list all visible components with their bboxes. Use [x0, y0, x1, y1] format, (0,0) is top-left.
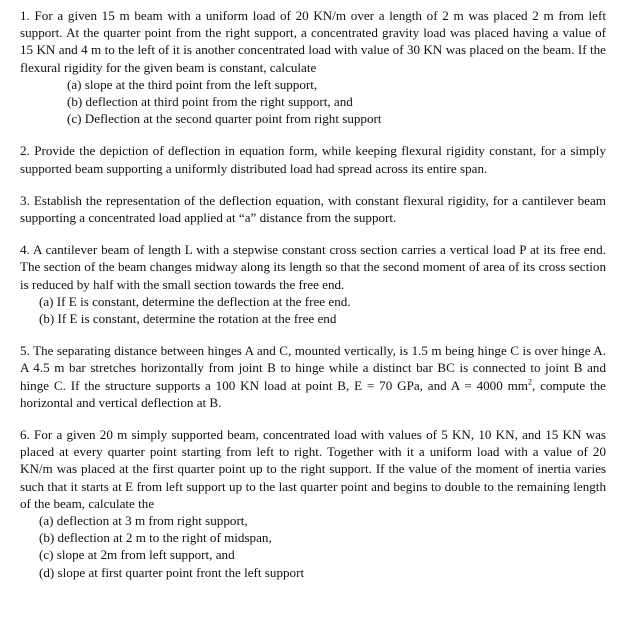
- question-6-part-d: (d) slope at first quarter point front the left support: [39, 564, 305, 580]
- question-1-part-b: (b) deflection at third point from the right support, and: [67, 94, 353, 110]
- question-4-part-b: (b) If E is constant, determine the rotation at the free end: [39, 311, 337, 327]
- question-2: [20, 142, 606, 176]
- question-5: [20, 342, 606, 411]
- question-3: [20, 192, 606, 226]
- problem-sheet: [20, 7, 606, 581]
- question-2-text: 2. Provide the depiction of deflection in equation form, while keeping flexural rigidity constant, for a simply supported beam supporting a uniformly distributed load had spread across its entire span.: [20, 143, 606, 176]
- question-6-part-b: (b) deflection at 2 m to the right of midspan,: [39, 530, 272, 546]
- question-6-part-a: (a) deflection at 3 m from right support,: [39, 513, 248, 529]
- question-3-text: 3. Establish the representation of the deflection equation, with constant flexural rigidity, for a cantilever beam supporting a concentrated load applied at “a” distance from the support.: [20, 192, 606, 226]
- question-1-text: 1. For a given 15 m beam with a uniform load of 20 KN/m over a length of 2 m was placed 2 m from left support. At the quarter point from the right support, a concentrated gravity load was placed having a value of 15 KN and 4 m to the left of it is another concentrated load with value of 30 KN was placed on the beam. If the flexural rigidity for the given beam is constant, calculate: [20, 8, 606, 75]
- question-4-parts: [20, 293, 606, 327]
- question-1: [20, 7, 606, 127]
- question-6-parts: [20, 512, 606, 581]
- spacer: [20, 177, 606, 192]
- spacer: [20, 411, 606, 426]
- question-1-part-a: (a) slope at the third point from the left support,: [67, 76, 318, 92]
- question-4-part-a: (a) If E is constant, determine the deflection at the free end.: [39, 293, 351, 309]
- question-6: [20, 426, 606, 581]
- spacer: [20, 127, 606, 142]
- question-6-text: 6. For a given 20 m simply supported beam, concentrated load with values of 5 KN, 10 KN, and 15 KN was placed at every quarter point starting from left to right. Together with it a uniform load with a value of 20 KN/m was placed at the first quarter point up to the right support. If the value of the moment of inertia varies such that it starts at E from left support up to the last quarter point and begins to double to the remaining length of the beam, calculate the: [20, 427, 606, 511]
- spacer: [20, 327, 606, 342]
- spacer: [20, 226, 606, 241]
- question-4-text: 4. A cantilever beam of length L with a stepwise constant cross section carries a vertical load P at its free end. The section of the beam changes midway along its length so that the second moment of area of its cross section is reduced by half with the small section towards the free end.: [20, 242, 606, 292]
- question-5-text: [20, 342, 606, 411]
- question-5-text-main: 5. The separating distance between hinges A and C, mounted vertically, is 1.5 m being hinge C is over hinge A. A 4.5 m bar stretches horizontally from joint B to hinge while a distinct bar BC is connected to joint B and hinge C. If the structure supports a 100 KN load at point B, E = 70 GPa, and A = 4000 mm: [20, 343, 606, 393]
- question-5-superscript: 2: [527, 377, 532, 387]
- question-6-part-c: (c) slope at 2m from left support, and: [39, 547, 235, 563]
- question-5-text-end: , compute the horizontal and vertical deflection at B.: [20, 377, 606, 410]
- question-1-parts: [20, 76, 606, 128]
- question-4: [20, 241, 606, 327]
- question-1-part-c: (c) Deflection at the second quarter point from right support: [67, 111, 382, 127]
